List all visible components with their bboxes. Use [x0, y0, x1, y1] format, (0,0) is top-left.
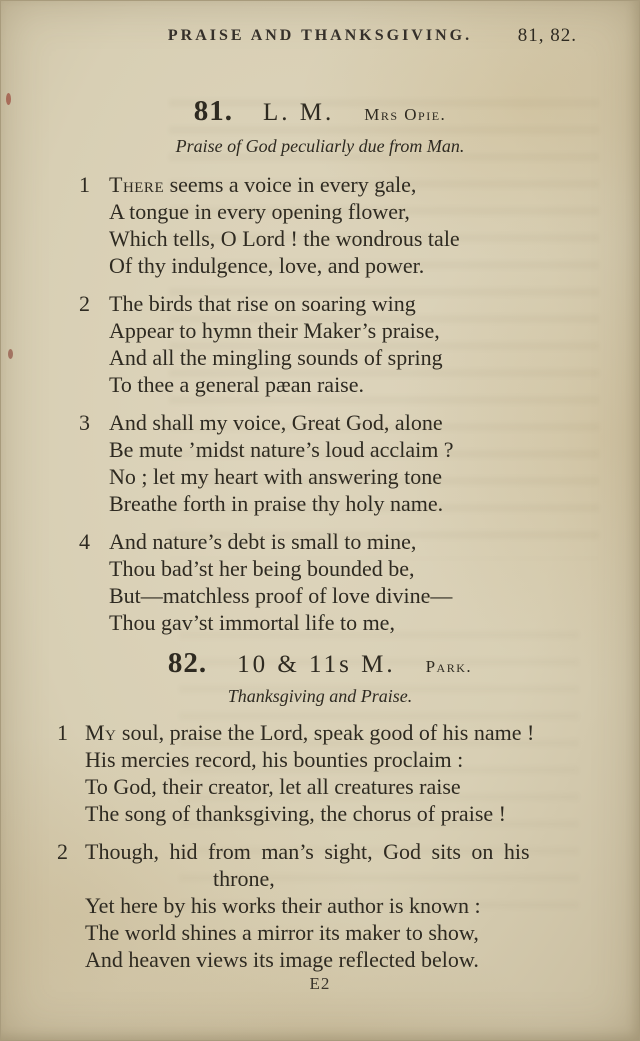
- verse-number: 2: [79, 291, 90, 316]
- verse-number: 4: [79, 529, 90, 554]
- hymn-81-heading: [1, 95, 639, 128]
- verse-line: To God, their creator, let all creatures raise: [85, 774, 461, 799]
- verse: [79, 528, 591, 636]
- verse-number: 2: [57, 839, 68, 864]
- verse: [79, 171, 591, 279]
- lead-word: My: [85, 720, 117, 745]
- hymn-meter: L. M.: [262, 99, 335, 126]
- verse-line: Thou gav’st immortal life to me,: [109, 610, 395, 635]
- hymn-author: Park.: [425, 657, 473, 676]
- hymn-subtitle: Thanksgiving and Praise.: [227, 686, 413, 706]
- lead-word: There: [109, 172, 165, 197]
- verse-line: To thee a general pæan raise.: [109, 372, 365, 397]
- verse: [79, 409, 591, 517]
- hymn-meter: 10 & 11s M.: [237, 651, 396, 678]
- verse: [79, 290, 591, 398]
- verse-line: Appear to hymn their Maker’s praise,: [109, 318, 440, 343]
- page-numbers: 81, 82.: [517, 25, 577, 46]
- verse-line: throne,: [213, 866, 275, 891]
- hymn-author: Mrs Opie.: [364, 105, 447, 124]
- verse-number: 3: [79, 410, 90, 435]
- hymn-81: [1, 95, 639, 636]
- verse-line: Which tells, O Lord ! the wondrous tale: [109, 226, 460, 251]
- verse-line: Of thy indulgence, love, and power.: [109, 253, 425, 278]
- hymn-number: 81.: [193, 95, 233, 127]
- hymn-82: [1, 647, 639, 973]
- verse-line: A tongue in every opening flower,: [109, 199, 410, 224]
- verse-line: The song of thanksgiving, the chorus of praise !: [85, 801, 506, 826]
- verse-line-text: soul, praise the Lord, speak good of his name !: [121, 720, 535, 745]
- verse-line: And shall my voice, Great God, alone: [109, 410, 443, 435]
- verse-line: Thou bad’st her being bounded be,: [109, 556, 415, 581]
- verse-line: And nature’s debt is small to mine,: [109, 529, 417, 554]
- verse-line: [85, 719, 609, 746]
- page-header: [1, 27, 639, 51]
- verse-number: 1: [57, 720, 68, 745]
- verse: [57, 719, 609, 827]
- verse-line: But—matchless proof of love divine—: [109, 583, 453, 608]
- verse-line: Though, hid from man’s sight, God sits on his: [85, 839, 530, 864]
- running-head-title: PRAISE AND THANKSGIVING.: [167, 27, 473, 44]
- verse-line: Yet here by his works their author is known :: [85, 893, 481, 918]
- verse-line: Be mute ’midst nature’s loud acclaim ?: [109, 437, 454, 462]
- verse-line: And heaven views its image reflected below.: [85, 947, 479, 972]
- verse-line-text: seems a voice in every gale,: [169, 172, 417, 197]
- verse-number: 1: [79, 172, 90, 197]
- verse-line: The birds that rise on soaring wing: [109, 291, 416, 316]
- verse-line: The world shines a mirror its maker to show,: [85, 920, 479, 945]
- hymn-number: 82.: [167, 647, 208, 679]
- verse-line: [109, 171, 591, 198]
- printer-signature: E2: [309, 974, 331, 993]
- hymn-subtitle: Praise of God peculiarly due from Man.: [175, 136, 465, 156]
- verse-line: No ; let my heart with answering tone: [109, 464, 442, 489]
- verse-line: Breathe forth in praise thy holy name.: [109, 491, 444, 516]
- hymn-82-heading: [1, 647, 639, 680]
- verse-line: His mercies record, his bounties proclaim :: [85, 747, 464, 772]
- verse-line: And all the mingling sounds of spring: [109, 345, 443, 370]
- verse: [57, 838, 609, 973]
- hymn-82-verses: [1, 719, 639, 973]
- hymn-81-verses: [1, 171, 639, 636]
